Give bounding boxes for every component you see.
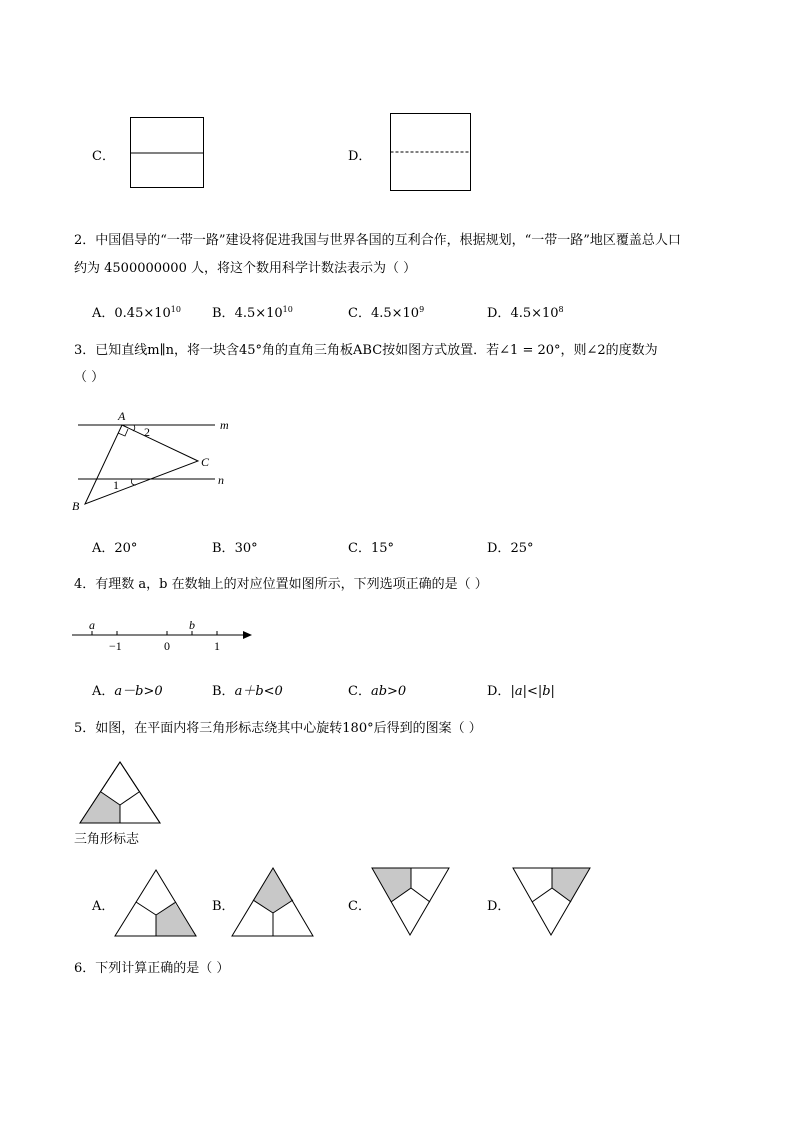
q5-option-b-figure <box>232 868 314 937</box>
option-c-label: C． <box>92 149 115 164</box>
axis-label-one: 1 <box>214 639 220 653</box>
q2-option-d: D．$4.5\times 10^8$ <box>487 305 564 321</box>
q5-option-b-label: B． <box>212 899 235 914</box>
q5-option-c-label: C． <box>348 899 371 914</box>
axis-label-zero: 0 <box>164 639 170 653</box>
q2-option-b: B．$4.5\times 10^{10}$ <box>212 305 293 321</box>
q4-option-d: D．|a|<|b| <box>487 684 555 699</box>
q2-option-c: C．$4.5\times 10^9$ <box>348 305 425 321</box>
question-5-line-1: 5．如图，在平面内将三角形标志绕其中心旋转180°后得到的图案（ ） <box>74 721 482 736</box>
q2-option-a: A．$0.45\times 10^{10}$ <box>92 305 181 321</box>
q3-option-a: A．20° <box>92 541 138 556</box>
label-c: C <box>201 455 210 469</box>
q5-option-c-figure <box>372 868 450 936</box>
question-2-line-1: 2．中国倡导的“一带一路”建设将促进我国与世界各国的互利合作，根据规划，“一带一路”地区覆盖总人口 <box>74 233 681 248</box>
question-2-line-2: 约为 4500000000 人，将这个数用科学计数法表示为（ ） <box>74 261 417 276</box>
option-c-rectangle-figure <box>130 117 204 189</box>
question-3-line-2: （ ） <box>74 370 105 385</box>
q4-option-c: C．ab>0 <box>348 684 407 699</box>
question-6-line-1: 6．下列计算正确的是（ ） <box>74 961 230 976</box>
q3-parallel-lines-triangle-figure <box>70 405 240 515</box>
label-a: A <box>118 409 126 423</box>
q4-number-line-figure <box>70 615 260 655</box>
option-d-label: D． <box>348 149 372 164</box>
axis-label-b: b <box>189 618 195 632</box>
option-d-rectangle-figure <box>390 113 472 192</box>
q5-caption: 三角形标志 <box>74 832 140 847</box>
label-n: n <box>218 473 224 487</box>
q5-triangle-sign-figure <box>80 762 160 824</box>
label-angle-1: 1 <box>113 478 119 492</box>
q5-option-d-figure <box>513 868 591 936</box>
q3-option-c: C．15° <box>348 541 394 556</box>
q3-option-b: B．30° <box>212 541 258 556</box>
label-b: B <box>72 499 80 513</box>
axis-label-neg1: −1 <box>109 639 122 653</box>
label-angle-2: 2 <box>144 425 150 439</box>
label-m: m <box>220 418 229 432</box>
question-4-line-1: 4．有理数 a，b 在数轴上的对应位置如图所示，下列选项正确的是（ ） <box>74 577 488 592</box>
q5-option-d-label: D． <box>487 899 511 914</box>
axis-label-a: a <box>89 618 95 632</box>
q4-option-a: A．a－b>0 <box>92 684 163 699</box>
q5-option-a-figure <box>115 870 197 937</box>
q4-option-b: B．a＋b<0 <box>212 684 283 699</box>
q3-option-d: D．25° <box>487 541 534 556</box>
question-3-line-1: 3．已知直线m∥n，将一块含45°角的直角三角板ABC按如图方式放置．若∠1 = 20°，则∠2的度数为 <box>74 343 658 358</box>
q5-option-a-label: A． <box>92 899 115 914</box>
